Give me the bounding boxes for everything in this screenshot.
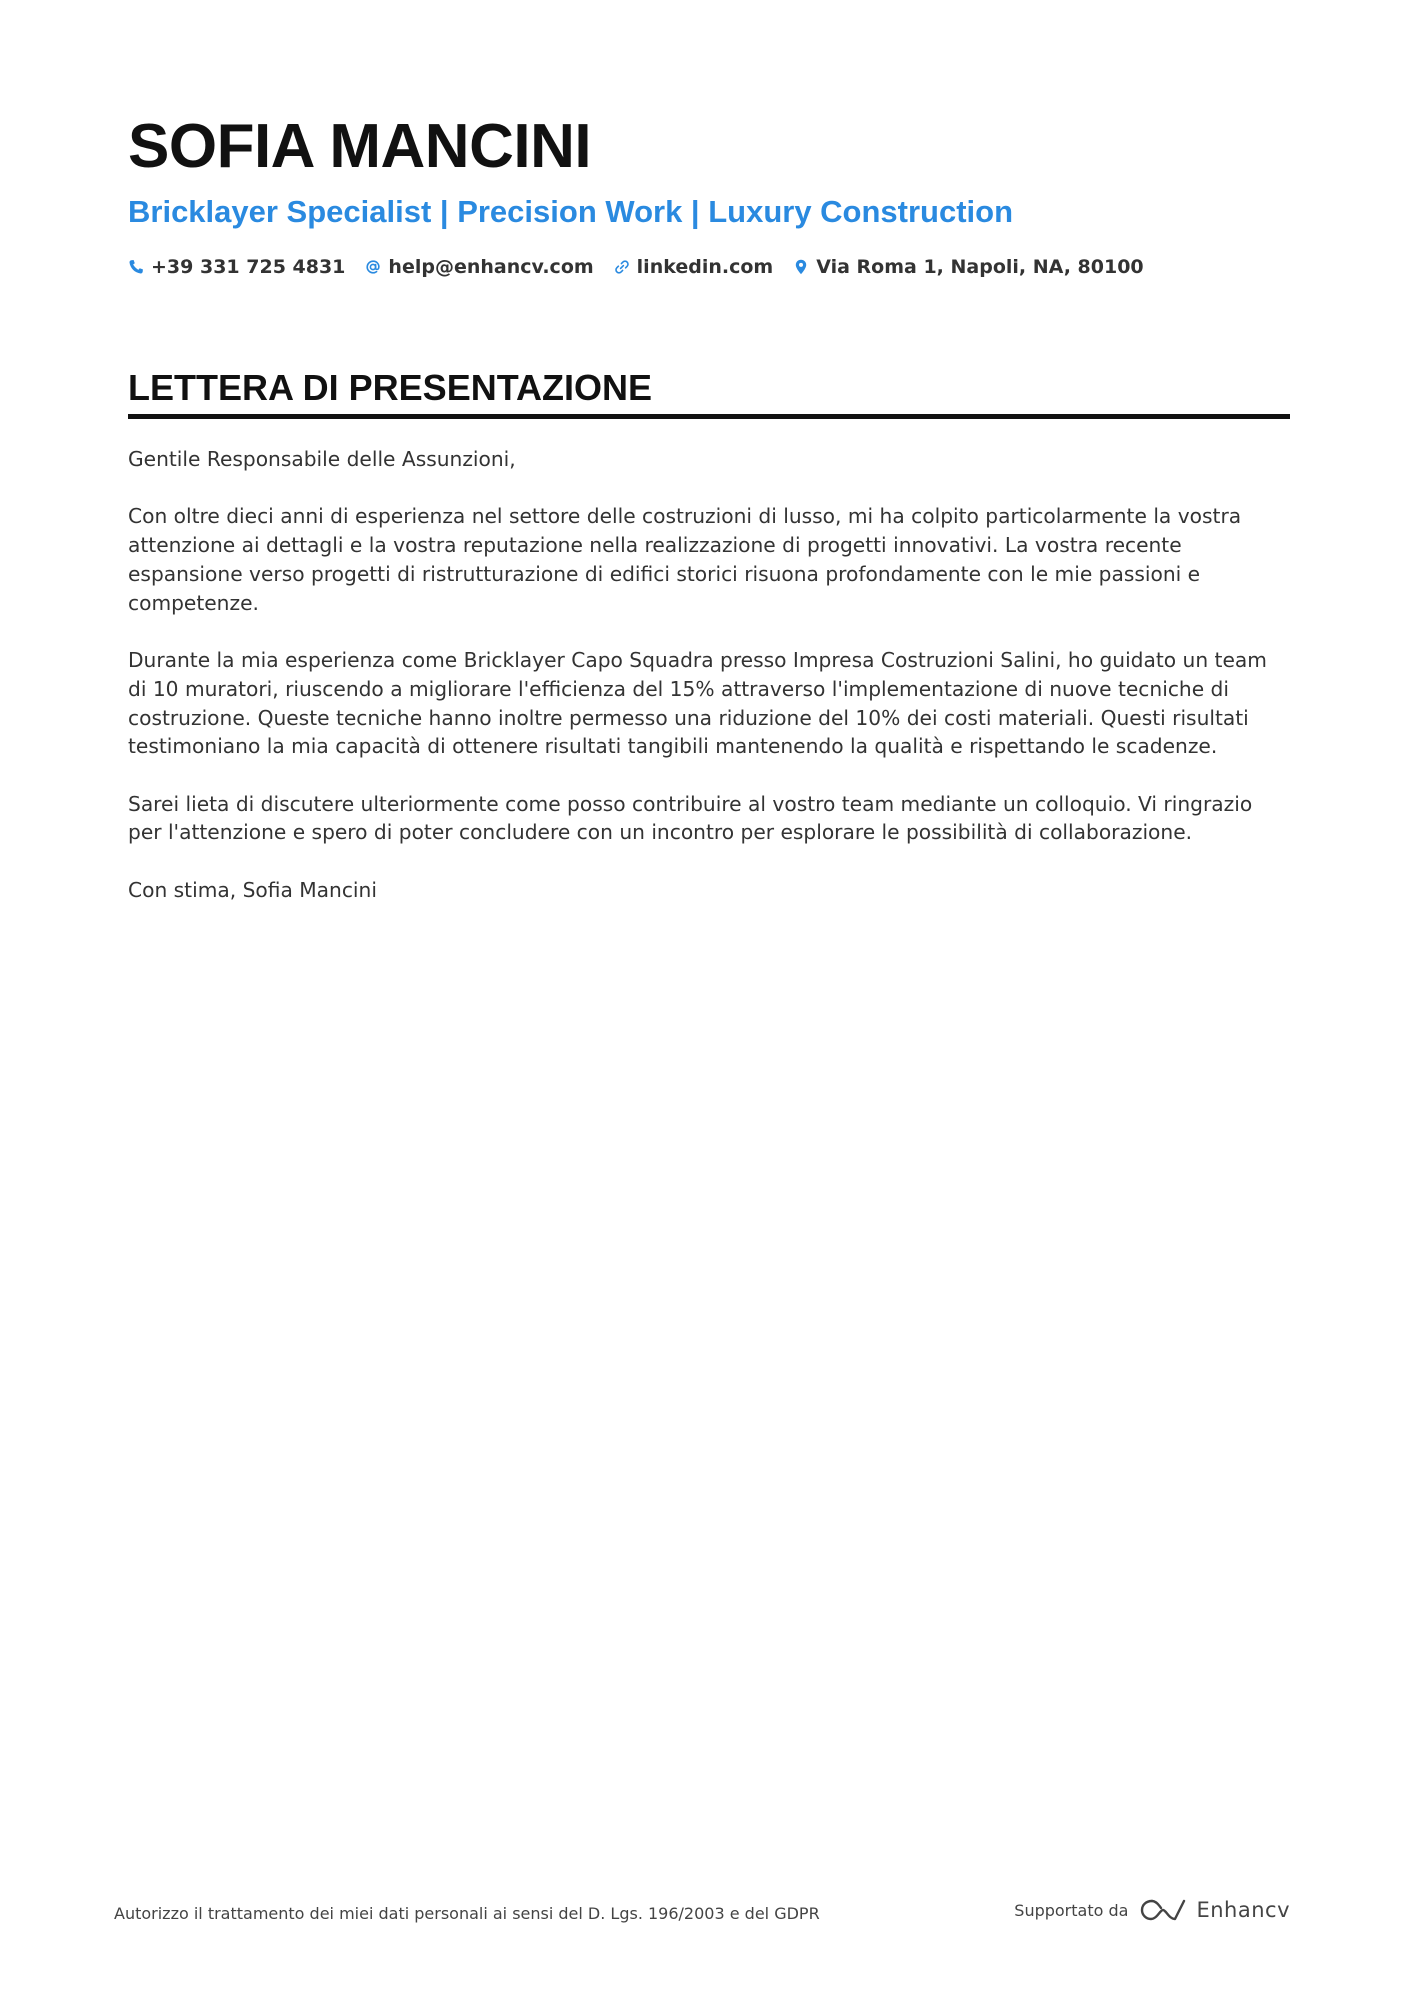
contact-phone bbox=[128, 256, 345, 278]
contact-email[interactable] bbox=[365, 256, 593, 278]
gdpr-consent-text: Autorizzo il trattamento dei miei dati personali ai sensi del D. Lgs. 196/2003 e del GDPR bbox=[114, 1903, 820, 1923]
letter-paragraph-2: Durante la mia esperienza come Bricklayer Capo Squadra presso Impresa Costruzioni Salini, ho guidato un team di 10 muratori, riuscendo a migliorare l'efficienza del 15% attraverso l'implementazione di nuove tecniche di costruzione. Queste tecniche hanno inoltre permesso una riduzione del 10% dei costi materiali. Questi risultati testimoniano la mia capacità di ottenere risultati tangibili mantenendo la qualità e rispettando le scadenze. bbox=[128, 647, 1267, 759]
location-pin-icon bbox=[793, 259, 809, 275]
powered-by[interactable] bbox=[1014, 1897, 1290, 1923]
candidate-title: Bricklayer Specialist | Precision Work | Luxury Construction bbox=[128, 194, 1014, 229]
contact-bar bbox=[128, 256, 1288, 278]
contact-linkedin[interactable] bbox=[614, 256, 774, 278]
enhancv-logo-icon bbox=[1140, 1897, 1186, 1923]
letter-paragraph-3: Sarei lieta di discutere ulteriormente come posso contribuire al vostro team mediante un colloquio. Vi ringrazio per l'attenzione e spero di poter concludere con un incontro per esplorare le possibilità di collaborazione. bbox=[128, 791, 1253, 845]
contact-phone-text: +39 331 725 4831 bbox=[151, 256, 346, 278]
header bbox=[128, 108, 1288, 278]
contact-email-text: help@enhancv.com bbox=[388, 256, 594, 278]
contact-linkedin-text: linkedin.com bbox=[636, 256, 774, 278]
letter-body bbox=[128, 445, 1290, 905]
powered-by-label: Supportato da bbox=[1014, 1900, 1129, 1920]
phone-icon bbox=[128, 259, 144, 275]
letter-paragraph-1: Con oltre dieci anni di esperienza nel settore delle costruzioni di lusso, mi ha colpito particolarmente la vostra attenzione ai dettagli e la vostra reputazione nella realizzazione di progetti innovativi. La vostra recente espansione verso progetti di ristrutturazione di edifici storici risuona profondamente con le mie passioni e competenze. bbox=[128, 504, 1242, 615]
letter-greeting: Gentile Responsabile delle Assunzioni, bbox=[128, 447, 516, 471]
letter-closing: Con stima, Sofia Mancini bbox=[128, 877, 377, 902]
link-icon bbox=[614, 259, 630, 275]
contact-address bbox=[793, 256, 1143, 278]
footer bbox=[114, 1890, 1290, 1930]
at-icon bbox=[365, 259, 381, 275]
section-title: LETTERA DI PRESENTAZIONE bbox=[128, 366, 1290, 419]
cover-letter-section bbox=[128, 366, 1290, 933]
enhancv-wordmark: Enhancv bbox=[1196, 1898, 1290, 1922]
enhancv-logo bbox=[1140, 1897, 1290, 1923]
contact-address-text: Via Roma 1, Napoli, NA, 80100 bbox=[816, 256, 1144, 278]
candidate-name: SOFIA MANCINI bbox=[128, 112, 592, 181]
